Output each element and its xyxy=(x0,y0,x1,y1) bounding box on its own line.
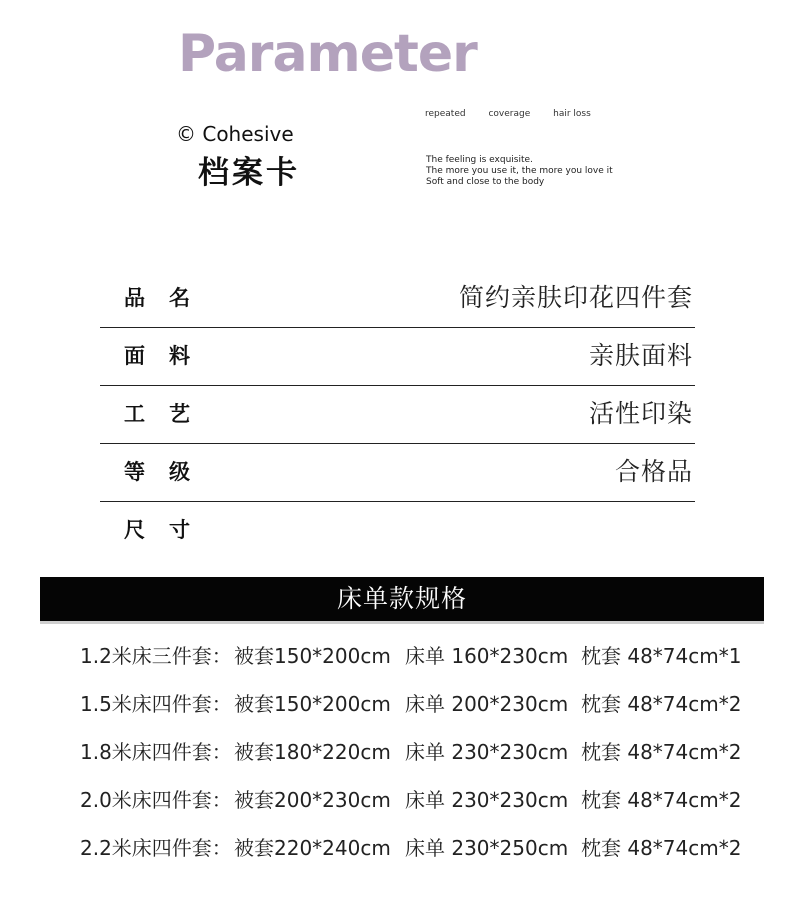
param-row-grade xyxy=(100,444,695,502)
size-spec-list xyxy=(80,636,760,876)
spec-bed-size: 1.5米床四件套： xyxy=(80,692,232,716)
brand-name: © Cohesive xyxy=(176,122,294,146)
tag-item: coverage xyxy=(488,109,531,119)
spec-sheet: 床单 160*230cm xyxy=(405,644,569,668)
spec-sheet: 床单 200*230cm xyxy=(405,692,569,716)
spec-row xyxy=(80,684,760,732)
param-value: 简约亲肤印花四件套 xyxy=(458,283,693,312)
slogan-line: The more you use it, the more you love it xyxy=(426,166,613,176)
tag-list xyxy=(425,110,611,119)
param-label: 品名 xyxy=(124,286,214,310)
param-row-size xyxy=(100,502,695,559)
spec-bed-size: 1.2米床三件套： xyxy=(80,644,232,668)
param-label: 尺寸 xyxy=(124,518,214,542)
spec-row xyxy=(80,780,760,828)
header-divider xyxy=(40,621,764,624)
spec-pillow: 枕套 48*74cm*2 xyxy=(581,788,742,812)
spec-pillow: 枕套 48*74cm*1 xyxy=(581,644,742,668)
slogan-line: The feeling is exquisite. xyxy=(426,155,533,165)
spec-quilt: 被套150*200cm xyxy=(234,692,391,716)
spec-bed-size: 2.0米床四件套： xyxy=(80,788,232,812)
size-section-header: 床单款规格 xyxy=(40,577,764,621)
slogan-line: Soft and close to the body xyxy=(426,177,545,187)
spec-quilt: 被套180*220cm xyxy=(234,740,391,764)
spec-row xyxy=(80,636,760,684)
spec-pillow: 枕套 48*74cm*2 xyxy=(581,692,742,716)
spec-sheet: 床单 230*230cm xyxy=(405,740,569,764)
param-label: 等级 xyxy=(124,460,214,484)
parameter-table xyxy=(100,270,695,559)
spec-sheet: 床单 230*250cm xyxy=(405,836,569,860)
param-row-fabric xyxy=(100,328,695,386)
page-title: Parameter xyxy=(178,24,477,84)
spec-bed-size: 1.8米床四件套： xyxy=(80,740,232,764)
param-row-name xyxy=(100,270,695,328)
param-label: 面料 xyxy=(124,344,214,368)
spec-sheet: 床单 230*230cm xyxy=(405,788,569,812)
param-row-craft xyxy=(100,386,695,444)
param-value: 活性印染 xyxy=(588,399,693,428)
tag-item: repeated xyxy=(425,109,466,119)
spec-quilt: 被套220*240cm xyxy=(234,836,391,860)
param-value: 亲肤面料 xyxy=(588,341,693,370)
spec-pillow: 枕套 48*74cm*2 xyxy=(581,836,742,860)
spec-bed-size: 2.2米床四件套： xyxy=(80,836,232,860)
spec-quilt: 被套150*200cm xyxy=(234,644,391,668)
spec-row xyxy=(80,828,760,876)
slogan xyxy=(426,155,613,188)
param-label: 工艺 xyxy=(124,402,214,426)
spec-pillow: 枕套 48*74cm*2 xyxy=(581,740,742,764)
spec-row xyxy=(80,732,760,780)
card-title: 档案卡 xyxy=(198,155,300,191)
tag-item: hair loss xyxy=(553,109,591,119)
param-value: 合格品 xyxy=(614,457,693,486)
spec-quilt: 被套200*230cm xyxy=(234,788,391,812)
